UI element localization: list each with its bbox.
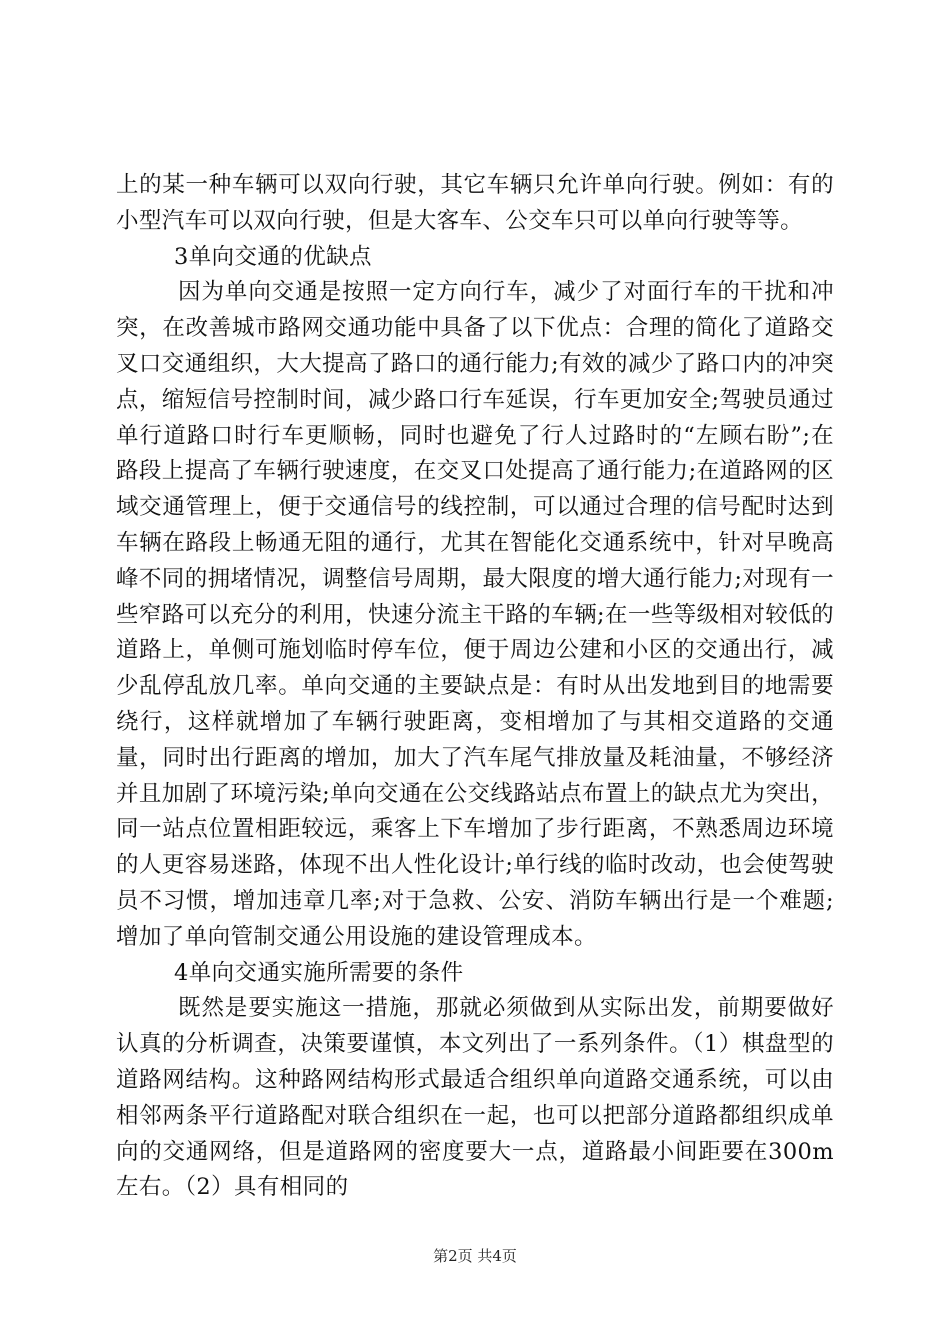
paragraph-conditions: 既然是要实施这一措施，那就必须做到从实际出发，前期要做好认真的分析调查，决策要谨慎，本文列出了一系列条件。（1）棋盘型的道路网结构。这种路网结构形式最适合组织单向道路交通系统，可以由相邻两条平行道路配对联合组织在一起，也可以把部分道路都组织成单向的交通网络，但是道路网的密度要大一点，道路最小间距要在300m左右。（2）具有相同的 [116,995,834,1201]
section-heading-4: 4单向交通实施所需要的条件 [174,959,464,986]
page-footer: 第2页 共4页 [433,1247,517,1265]
section-heading-3: 3单向交通的优缺点 [174,243,372,270]
document-body [116,168,834,1206]
paragraph-continuation: 上的某一种车辆可以双向行驶，其它车辆只允许单向行驶。例如：有的小型汽车可以双向行驶，但是大客车、公交车只可以单向行驶等等。 [116,172,834,234]
paragraph-advantages-disadvantages: 因为单向交通是按照一定方向行车，减少了对面行车的干扰和冲突，在改善城市路网交通功能中具备了以下优点：合理的简化了道路交叉口交通组织，大大提高了路口的通行能力;有效的减少了路口内的冲突点，缩短信号控制时间，减少路口行车延误，行车更加安全;驾驶员通过单行道路口时行车更顺畅，同时也避免了行人过路时的“左顾右盼”;在路段上提高了车辆行驶速度，在交叉口处提高了通行能力;在道路网的区域交通管理上，便于交通信号的线控制，可以通过合理的信号配时达到车辆在路段上畅通无阻的通行，尤其在智能化交通系统中，针对早晚高峰不同的拥堵情况，调整信号周期，最大限度的增大通行能力;对现有一些窄路可以充分的利用，快速分流主干路的车辆;在一些等级相对较低的道路上，单侧可施划临时停车位，便于周边公建和小区的交通出行，减少乱停乱放几率。单向交通的主要缺点是：有时从出发地到目的地需要绕行，这样就增加了车辆行驶距离，变相增加了与其相交道路的交通量，同时出行距离的增加，加大了汽车尾气排放量及耗油量，不够经济并且加剧了环境污染;单向交通在公交线路站点布置上的缺点尤为突出，同一站点位置相距较远，乘客上下车增加了步行距离，不熟悉周边环境的人更容易迷路，体现不出人性化设计;单行线的临时改动，也会使驾驶员不习惯，增加违章几率;对于急救、公安、消防车辆出行是一个难题;增加了单向管制交通公用设施的建设管理成本。 [116,279,834,950]
